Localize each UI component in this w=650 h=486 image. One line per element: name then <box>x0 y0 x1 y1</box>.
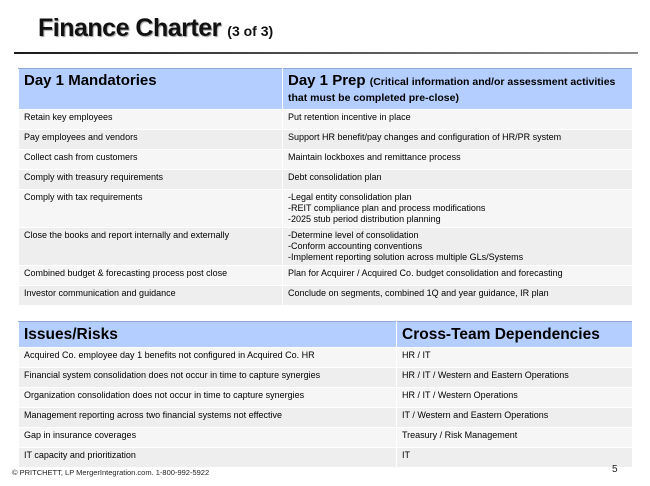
table-row <box>19 368 633 388</box>
footer-copyright: © PRITCHETT, LP MergerIntegration.com. 1-800-992-5922 <box>12 468 210 477</box>
header-cross-team-dependencies: Cross-Team Dependencies <box>397 322 633 348</box>
table-row <box>19 388 633 408</box>
table-cell: Combined budget & forecasting process post close <box>19 266 283 286</box>
table-cell: Acquired Co. employee day 1 benefits not configured in Acquired Co. HR <box>19 348 397 368</box>
header-day1-prep: Day 1 Prep (Critical information and/or assessment activities that must be completed pre-close) <box>283 69 633 110</box>
header-issues-risks: Issues/Risks <box>19 322 397 348</box>
header-day1-mandatories: Day 1 Mandatories <box>19 69 283 110</box>
table-cell: Treasury / Risk Management <box>397 428 633 448</box>
table-cell: Comply with treasury requirements <box>19 170 283 190</box>
table-cell: HR / IT / Western and Eastern Operations <box>397 368 633 388</box>
table-cell: IT capacity and prioritization <box>19 448 397 468</box>
table-cell: Retain key employees <box>19 110 283 130</box>
table-cell: Organization consolidation does not occur in time to capture synergies <box>19 388 397 408</box>
title-main: Finance Charter <box>38 14 221 42</box>
title-divider <box>14 52 638 54</box>
table-cell: Management reporting across two financial systems not effective <box>19 408 397 428</box>
table-cell: Put retention incentive in place <box>283 110 633 130</box>
table-cell: Support HR benefit/pay changes and configuration of HR/PR system <box>283 130 633 150</box>
page-title <box>38 14 273 43</box>
table-cell: HR / IT <box>397 348 633 368</box>
table-cell: Maintain lockboxes and remittance process <box>283 150 633 170</box>
table-row <box>19 228 633 266</box>
table-cell: HR / IT / Western Operations <box>397 388 633 408</box>
table-row <box>19 348 633 368</box>
table-row <box>19 266 633 286</box>
table-cell: Comply with tax requirements <box>19 190 283 228</box>
table-cell: IT / Western and Eastern Operations <box>397 408 633 428</box>
table-row <box>19 130 633 150</box>
table-row <box>19 448 633 468</box>
table-row <box>19 286 633 306</box>
header-day1-prep-note: (Critical information and/or assessment activities that must be completed pre-close) <box>288 76 616 104</box>
table-row <box>19 408 633 428</box>
page-number: 5 <box>612 464 618 475</box>
table-row <box>19 428 633 448</box>
table-cell: IT <box>397 448 633 468</box>
table-row <box>19 190 633 228</box>
table-cell: -Determine level of consolidation -Conform accounting conventions -Implement reporting solution across multiple GLs/Systems <box>283 228 633 266</box>
day1-table-header <box>19 69 633 110</box>
day1-table <box>18 68 633 306</box>
table-cell: Plan for Acquirer / Acquired Co. budget consolidation and forecasting <box>283 266 633 286</box>
table-cell: Investor communication and guidance <box>19 286 283 306</box>
title-subtitle: (3 of 3) <box>227 23 274 39</box>
table-cell: Debt consolidation plan <box>283 170 633 190</box>
table-cell: -Legal entity consolidation plan -REIT compliance plan and process modifications -2025 stub period distribution planning <box>283 190 633 228</box>
table-cell: Pay employees and vendors <box>19 130 283 150</box>
table-cell: Close the books and report internally and externally <box>19 228 283 266</box>
table-cell: Gap in insurance coverages <box>19 428 397 448</box>
table-cell: Financial system consolidation does not occur in time to capture synergies <box>19 368 397 388</box>
table-row <box>19 150 633 170</box>
issues-table <box>18 321 633 468</box>
table-row <box>19 110 633 130</box>
table-cell: Collect cash from customers <box>19 150 283 170</box>
table-cell: Conclude on segments, combined 1Q and year guidance, IR plan <box>283 286 633 306</box>
table-row <box>19 170 633 190</box>
issues-table-header <box>19 322 633 348</box>
